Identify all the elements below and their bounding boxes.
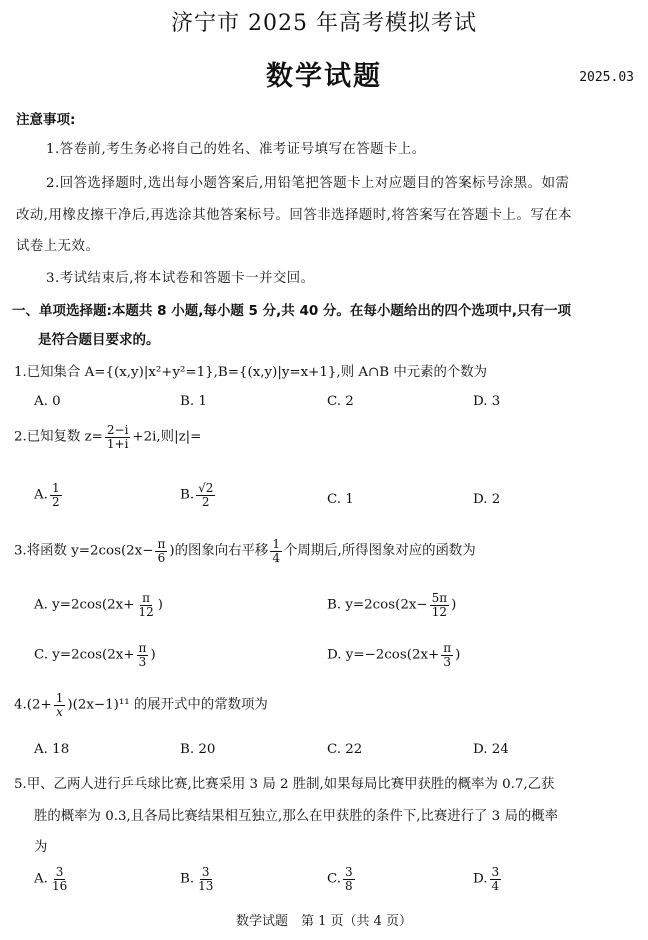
q5-option-b-frac (196, 866, 215, 892)
q5-option-a-num: 3 (55, 865, 64, 879)
q2-option-a-label: A. (34, 487, 48, 503)
q3-option-c-num: π (138, 641, 147, 655)
page-footer: 数学试题 第 1 页（共 4 页） (235, 914, 413, 929)
q2-option-b-frac (196, 482, 215, 508)
q2-option-a (34, 482, 64, 508)
q5-option-d-frac (490, 866, 502, 892)
q3-suffix: 个周期后,所得图象对应的函数为 (283, 543, 476, 559)
q3-option-b-frac (430, 592, 450, 618)
exam-title: 济宁市 2025 年高考模拟考试 (171, 11, 477, 36)
q2-option-b-den: 2 (201, 494, 210, 509)
q3-mid: )的图象向右平移 (169, 543, 269, 559)
q4-option-c: C. 22 (327, 742, 363, 757)
question-1: 1.已知集合 A={(x,y)|x²+y²=1},B={(x,y)|y=x+1},则 A∩B 中元素的个数为 (14, 365, 488, 380)
q5-option-c (327, 866, 357, 892)
q4-option-d: D. 24 (473, 742, 509, 757)
q1-option-c: C. 2 (327, 394, 354, 409)
q3-f1-den: 6 (157, 550, 166, 565)
q3-prefix: 3.将函数 y=2cos(2x− (14, 543, 154, 559)
q4-f-den: x (56, 704, 63, 719)
q2-prefix: 2.已知复数 z= (14, 429, 103, 445)
q3-option-c-den: 3 (138, 654, 147, 669)
q3-option-b (327, 592, 456, 618)
q2-option-b-label: B. (180, 487, 195, 503)
q2-option-c: C. 1 (327, 492, 354, 507)
notice-item-3: 3.考试结束后,将本试卷和答题卡一并交回。 (46, 271, 315, 286)
q2-option-a-frac (50, 482, 62, 508)
q5-option-c-num: 3 (345, 865, 353, 879)
q4-option-a: A. 18 (34, 742, 70, 757)
q5-option-a (34, 866, 71, 892)
q1-option-d: D. 3 (473, 394, 501, 409)
q3-option-c (34, 642, 156, 668)
q1-option-a: A. 0 (34, 394, 61, 409)
q3-option-a-den: 12 (138, 604, 154, 619)
q3-option-a (34, 592, 163, 618)
q4-suffix: )(2x−1)¹¹ 的展开式中的常数项为 (67, 697, 268, 713)
question-5-end: 为 (34, 840, 48, 855)
q4-fraction (54, 692, 66, 718)
q3-option-d-pre: D. y=−2cos(2x+ (327, 647, 440, 663)
q5-option-d-num: 3 (491, 865, 500, 879)
q4-option-b: B. 20 (180, 742, 216, 757)
q3-option-b-pre: B. y=2cos(2x− (327, 597, 428, 613)
q3-option-a-num: π (142, 591, 151, 605)
q5-option-a-den: 16 (51, 878, 68, 893)
q3-option-d-frac (441, 642, 453, 668)
q5-option-a-frac (50, 866, 69, 892)
subject-title: 数学试题 (266, 61, 382, 92)
q2-option-b-num: √2 (198, 481, 214, 495)
q3-option-a-pre: A. y=2cos(2x+ (34, 597, 135, 613)
q2-option-d: D. 2 (473, 492, 501, 507)
q5-option-d (473, 866, 503, 892)
q3-fraction-2 (270, 538, 282, 564)
q3-option-b-post: ) (451, 597, 457, 613)
q5-option-c-den: 8 (345, 878, 353, 893)
q3-option-c-post: ) (150, 647, 156, 663)
q3-option-b-num: 5π (431, 591, 448, 605)
q5-option-b-label: B. (180, 871, 195, 887)
question-2 (14, 424, 201, 450)
q3-f1-num: π (157, 537, 166, 551)
q5-option-d-den: 4 (491, 878, 500, 893)
q3-option-d (327, 642, 460, 668)
q5-option-c-label: C. (327, 871, 342, 887)
q5-option-c-frac (343, 866, 355, 892)
q4-prefix: 4.(2+ (14, 697, 52, 713)
q2-option-a-den: 2 (51, 494, 60, 509)
q2-frac-num: 2−i (106, 423, 129, 437)
q3-option-a-frac (136, 592, 155, 618)
q1-option-b: B. 1 (180, 394, 207, 409)
notice-item-2: 2.回答选择题时,选出每小题答案后,用铅笔把答题卡上对应题目的答案标号涂黑。如需 (46, 176, 570, 191)
q2-fraction (105, 424, 131, 450)
q3-option-d-post: ) (455, 647, 461, 663)
notice-item-2-cont: 改动,用橡皮擦干净后,再选涂其他答案标号。回答非选择题时,将答案写在答题卡上。写在本 (16, 208, 573, 223)
q3-option-b-den: 12 (431, 604, 448, 619)
section-heading-cont: 是符合题目要求的。 (38, 332, 160, 348)
question-5-cont: 胜的概率为 0.3,且各局比赛结果相互独立,那么在甲获胜的条件下,比赛进行了 3 局的概率 (34, 809, 559, 824)
q2-frac-den: 1+i (106, 436, 129, 451)
q2-suffix: +2i,则|z|= (132, 429, 202, 445)
q2-option-a-num: 1 (51, 481, 60, 495)
q3-option-d-num: π (443, 641, 452, 655)
exam-date: 2025.03 (579, 70, 634, 85)
q3-f2-num: 1 (272, 537, 280, 551)
q5-option-b-num: 3 (201, 865, 210, 879)
section-heading: 一、单项选择题:本题共 8 小题,每小题 5 分,共 40 分。在每小题给出的四个选项中,只有一项 (12, 303, 572, 319)
q3-option-c-frac (137, 642, 149, 668)
q5-option-b (180, 866, 217, 892)
notice-item-2-end: 试卷上无效。 (16, 239, 100, 254)
q3-f2-den: 4 (272, 550, 280, 565)
q3-fraction-1 (155, 538, 167, 564)
question-4 (14, 692, 268, 718)
q4-f-num: 1 (55, 691, 64, 705)
q3-option-c-pre: C. y=2cos(2x+ (34, 647, 135, 663)
question-5: 5.甲、乙两人进行乒乓球比赛,比赛采用 3 局 2 胜制,如果每局比赛甲获胜的概率为 0.7,乙获 (14, 777, 555, 792)
question-3 (14, 538, 476, 564)
q2-option-b (180, 482, 217, 508)
notice-item-1: 1.答卷前,考生务必将自己的姓名、准考证号填写在答题卡上。 (46, 142, 426, 157)
q3-option-a-post: ) (157, 597, 163, 613)
q5-option-d-label: D. (473, 871, 488, 887)
q5-option-b-den: 13 (198, 878, 214, 893)
notice-label: 注意事项: (16, 112, 76, 128)
q5-option-a-label: A. (34, 871, 48, 887)
q3-option-d-den: 3 (443, 654, 452, 669)
